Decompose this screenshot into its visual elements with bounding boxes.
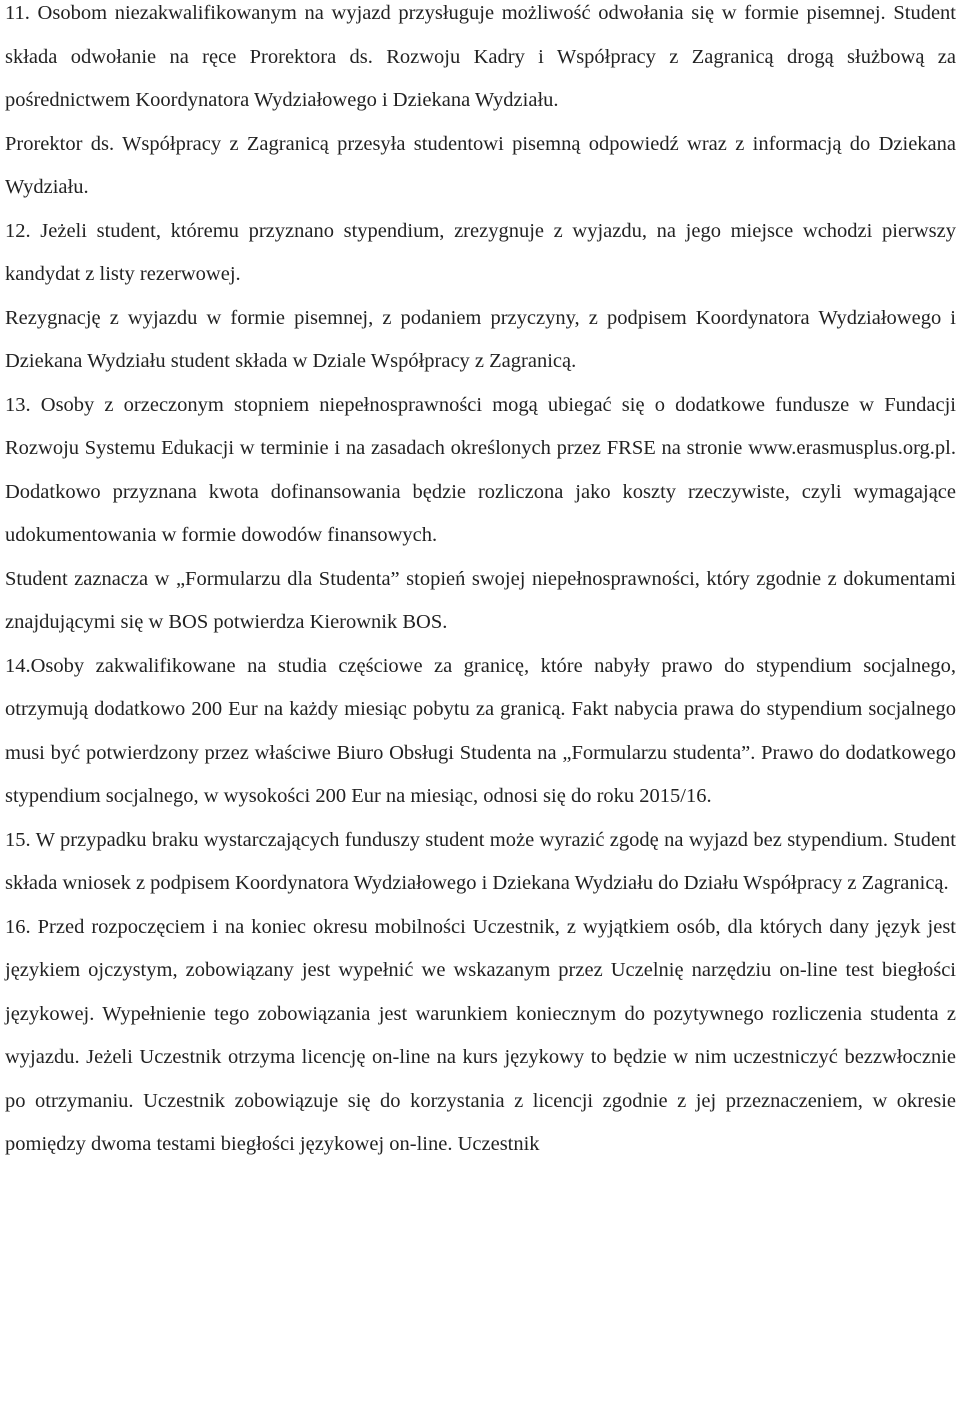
document-page bbox=[5, 0, 956, 1167]
paragraph-15: 15. W przypadku braku wystarczających funduszy student może wyrazić zgodę na wyjazd bez stypendium. Student składa wniosek z podpisem Koordynatora Wydziałowego i Dziekana Wydziału do Działu Współpracy z Zagranicą. bbox=[5, 828, 956, 894]
paragraph-12: 12. Jeżeli student, któremu przyznano stypendium, zrezygnuje z wyjazdu, na jego miejsce wchodzi pierwszy kandydat z listy rezerwowej. bbox=[5, 219, 956, 285]
paragraph-14: 14.Osoby zakwalifikowane na studia częściowe za granicę, które nabyły prawo do stypendium socjalnego, otrzymują dodatkowo 200 Eur na każdy miesiąc pobytu za granicą. Fakt nabycia prawa do stypendium socjalnego musi być potwierdzony przez właściwe Biuro Obsługi Studenta na „Formularzu studenta”. Prawo do dodatkowego stypendium socjalnego, w wysokości 200 Eur na miesiąc, odnosi się do roku 2015/16. bbox=[5, 654, 956, 807]
paragraph-12-resignation: Rezygnację z wyjazdu w formie pisemnej, z podaniem przyczyny, z podpisem Koordynatora Wydziałowego i Dziekana Wydziału student składa w Dziale Współpracy z Zagranicą. bbox=[5, 306, 956, 372]
paragraph-13: 13. Osoby z orzeczonym stopniem niepełnosprawności mogą ubiegać się o dodatkowe fundusze w Fundacji Rozwoju Systemu Edukacji w terminie i na zasadach określonych przez FRSE na stronie www.erasmusplus.org.pl. Dodatkowo przyznana kwota dofinansowania będzie rozliczona jako koszty rzeczywiste, czyli wymagające udokumentowania w formie dowodów finansowych. bbox=[5, 393, 956, 546]
paragraph-13-student-form: Student zaznacza w „Formularzu dla Studenta” stopień swojej niepełnosprawności, który zgodnie z dokumentami znajdującymi się w BOS potwierdza Kierownik BOS. bbox=[5, 567, 956, 633]
paragraph-11-response: Prorektor ds. Współpracy z Zagranicą przesyła studentowi pisemną odpowiedź wraz z informacją do Dziekana Wydziału. bbox=[5, 132, 956, 198]
paragraph-16: 16. Przed rozpoczęciem i na koniec okresu mobilności Uczestnik, z wyjątkiem osób, dla których dany język jest językiem ojczystym, zobowiązany jest wypełnić we wskazanym przez Uczelnię narzędziu on-line test biegłości językowej. Wypełnienie tego zobowiązania jest warunkiem koniecznym do pozytywnego rozliczenia studenta z wyjazdu. Jeżeli Uczestnik otrzyma licencję on-line na kurs językowy to będzie w nim uczestniczyć bezzwłocznie po otrzymaniu. Uczestnik zobowiązuje się do korzystania z licencji zgodnie z jej przeznaczeniem, w okresie pomiędzy dwoma testami biegłości językowej on-line. Uczestnik bbox=[5, 915, 956, 1155]
paragraph-11: 11. Osobom niezakwalifikowanym na wyjazd przysługuje możliwość odwołania się w formie pisemnej. Student składa odwołanie na ręce Prorektora ds. Rozwoju Kadry i Współpracy z Zagranicą drogą służbową za pośrednictwem Koordynatora Wydziałowego i Dziekana Wydziału. bbox=[5, 2, 956, 111]
